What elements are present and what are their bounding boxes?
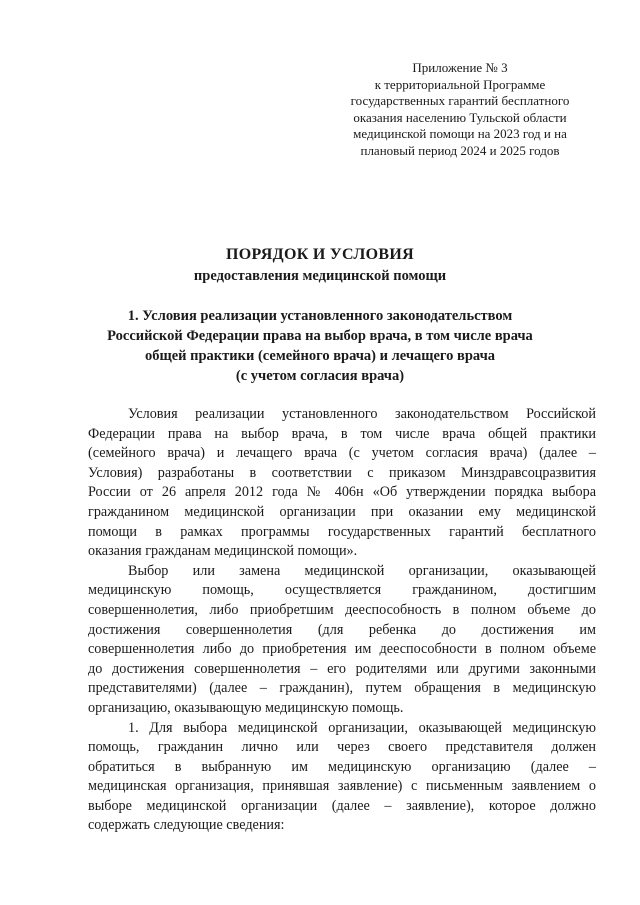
- appendix-line: оказания населению Тульской области: [353, 109, 567, 125]
- section-heading-line: общей практики (семейного врача) и лечащего врача: [144, 348, 496, 364]
- paragraph-choice: [88, 562, 596, 719]
- text-line: помощи в рамках программы государственных гарантий бесплатного: [88, 523, 596, 540]
- appendix-line: Приложение № 3: [412, 60, 508, 75]
- text-line: содержать следующие сведения:: [88, 817, 285, 834]
- text-line: 1. Для выбора медицинской организации, оказывающей медицинскую: [128, 719, 596, 736]
- text-line: оказания гражданам медицинской помощи».: [88, 543, 358, 560]
- text-line: до достижения совершеннолетия – его родителями или другими законными: [88, 660, 596, 677]
- text-line: медицинская организация, принявшая заявление) с письменным заявлением о: [88, 778, 596, 795]
- text-line: совершеннолетия либо до приобретения им дееспособности в полном объеме: [88, 641, 596, 658]
- text-line: Условия) разработаны в соответствии с приказом Минздравсоцразвития: [88, 464, 596, 481]
- appendix-line: к территориальной Программе: [374, 76, 546, 92]
- paragraph-conditions: [88, 405, 596, 562]
- section-heading-line: (с учетом согласия врача): [235, 368, 405, 384]
- text-line: помощь, гражданин лично или через своего представителя должен: [88, 739, 596, 756]
- text-line: Федерации права на выбор врача, в том числе врача общей практики: [88, 425, 596, 442]
- text-line: совершеннолетия, либо приобретшим дееспособность в полном объеме до: [88, 601, 596, 618]
- text-line: медицинскую помощь, осуществляется гражданином, достигшим: [88, 582, 596, 599]
- paragraph-item-1: [88, 719, 596, 837]
- appendix-line: государственных гарантий бесплатного: [350, 93, 570, 108]
- section-heading-line: Российской Федерации права на выбор врача, в том числе врача: [107, 328, 533, 344]
- text-line: организацию, оказывающую медицинскую помощь.: [88, 699, 404, 716]
- text-line: России от 26 апреля 2012 года № 406н «Об утверждении порядка выбора: [88, 484, 596, 501]
- text-line: выборе медицинской организации (далее – заявление), которое должно: [88, 797, 596, 814]
- text-line: обратиться в выбранную им медицинскую организацию (далее –: [88, 758, 596, 775]
- document-title: ПОРЯДОК И УСЛОВИЯ: [226, 246, 414, 263]
- appendix-line: плановый период 2024 и 2025 годов: [360, 142, 560, 158]
- appendix-header: [330, 60, 590, 159]
- body-text: [88, 405, 596, 836]
- text-line: (семейного врача) и лечащего врача (с учетом согласия врача) (далее –: [88, 445, 596, 462]
- text-line: представителями) (далее – гражданин), путем обращения в медицинскую: [88, 680, 596, 697]
- text-line: Выбор или замена медицинской организации, оказывающей: [128, 562, 596, 579]
- text-line: достижения совершеннолетия (для ребенка до достижения им: [88, 621, 596, 638]
- text-line: Условия реализации установленного законодательством Российской: [128, 406, 596, 422]
- appendix-line: медицинской помощи на 2023 год и на: [353, 126, 567, 141]
- section-heading-line: 1. Условия реализации установленного законодательством: [127, 308, 513, 324]
- document-subtitle: предоставления медицинской помощи: [193, 268, 447, 284]
- text-line: гражданином медицинской организации при оказании ему медицинской: [88, 503, 596, 520]
- section-heading: [80, 306, 560, 386]
